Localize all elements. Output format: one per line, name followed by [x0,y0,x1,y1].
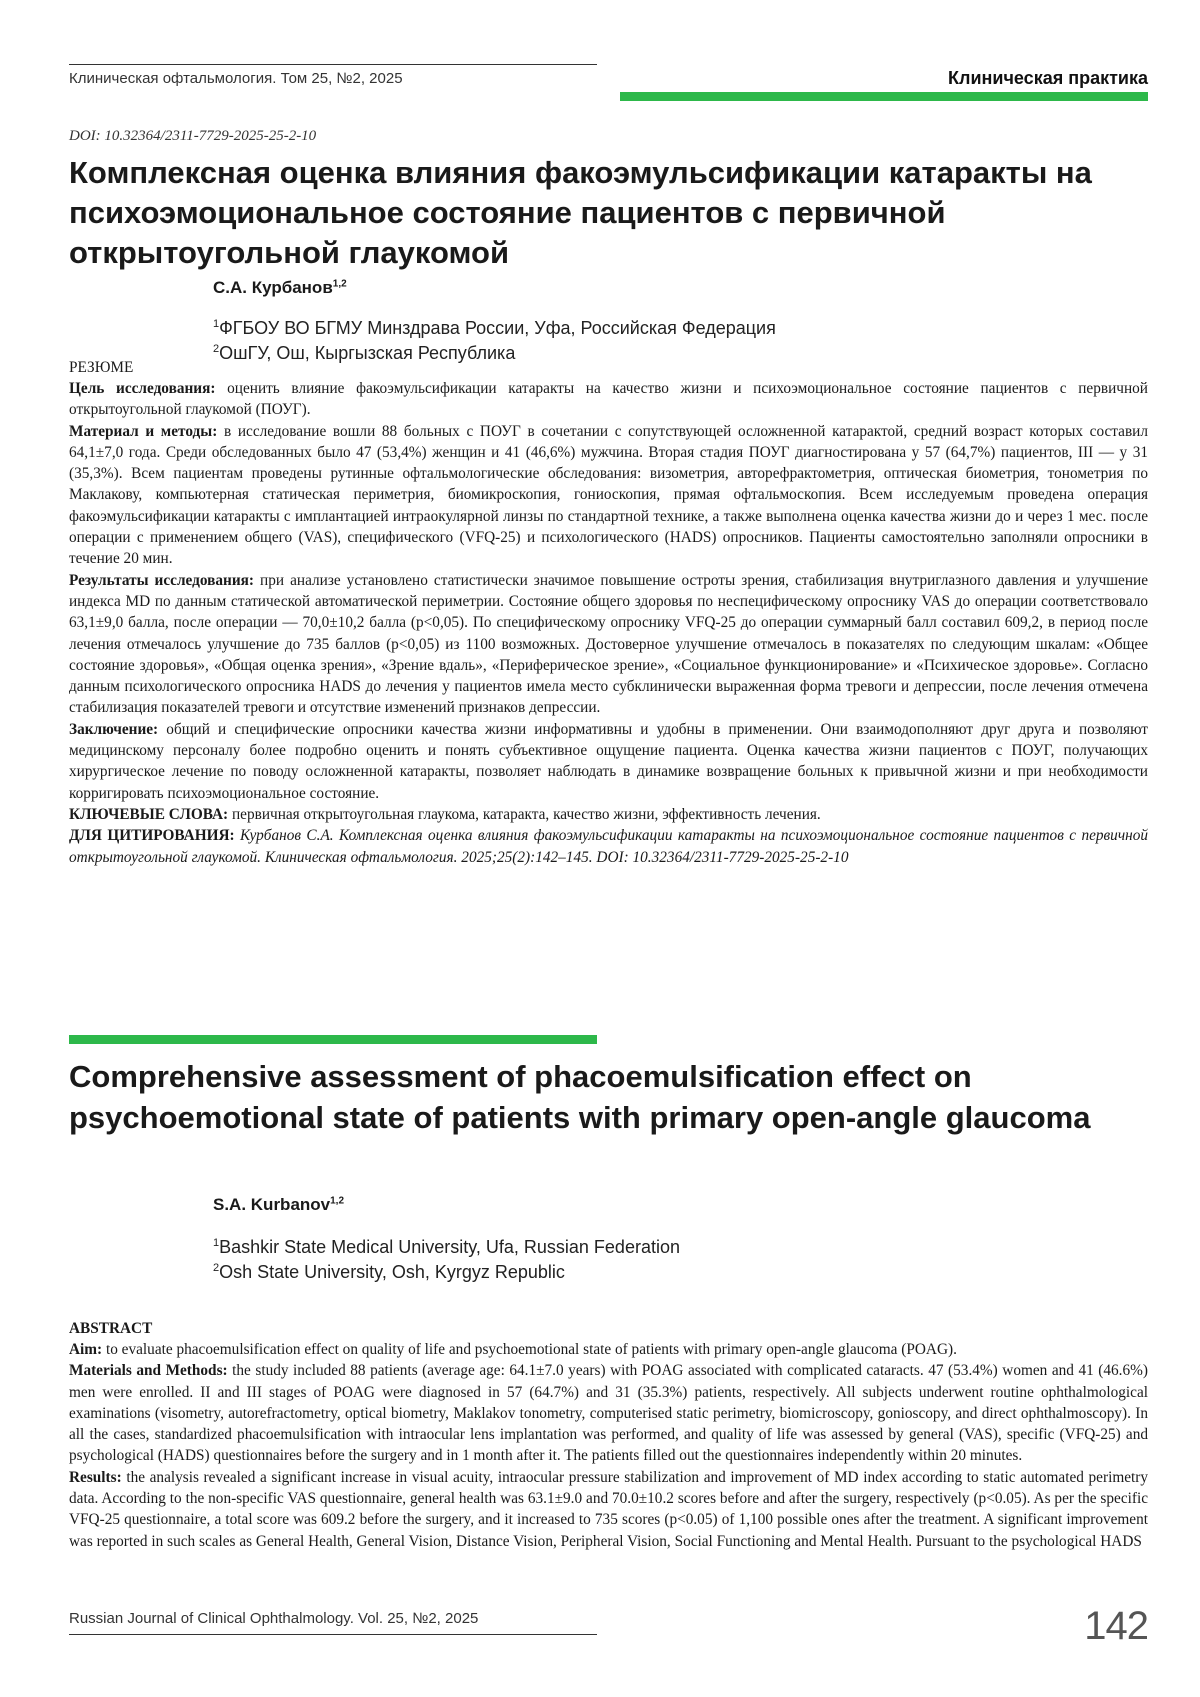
author-ru [213,278,347,298]
page-number: 142 [1084,1604,1148,1649]
affiliation-1: 1Bashkir State Medical University, Ufa, Russian Federation [213,1233,680,1258]
header-rule [69,64,597,65]
title-en: Comprehensive assessment of phacoemulsification effect on psychoemotional state of patients with primary open-angle glaucoma [69,1056,1149,1138]
keywords-ru: КЛЮЧЕВЫЕ СЛОВА: первичная открытоугольная глаукома, катаракта, качество жизни, эффективность лечения. [69,804,1148,825]
methods-en: Materials and Methods: the study included 88 patients (average age: 64.1±7.0 years) with POAG associated with complicated cataracts. 47 (53.4%) women and 41 (46.6%) men were enrolled. II and III stages of POAG were diagnosed in 57 (64.7%) and 31 (35.3%) patients, respectively. All subjects underwent routine ophthalmological examinations (visometry, autorefractometry, optical biometry, Maklakov tonometry, computerised static perimetry, biomicroscopy, gonioscopy, and direct ophthalmoscopy). In all the cases, standardized phacoemulsification with intraocular lens implantation was performed, and quality of life was assessed by general (VAS), specific (VFQ-25) and psychological (HADS) questionnaires before the surgery and in 1 month after it. The patients filled out the questionnaires independently within 20 minutes. [69,1360,1148,1466]
section-divider [69,1035,597,1044]
header-journal: Клиническая офтальмология. Том 25, №2, 2025 [69,70,403,87]
results-ru: Результаты исследования: при анализе установлено статистически значимое повышение остроты зрения, стабилизация внутриглазного давления и улучшение индекса MD по данным статической автоматической периметрии. Состояние общего здоровья по неспецифическому опроснику VAS до операции соответствовало 63,1±9,0 балла, после операции — 70,0±10,2 балла (p<0,05). По специфическому опроснику VFQ-25 до операции суммарный балл составил 609,2, в период после лечения отмечалось улучшение до 735 баллов (p<0,05) из 1100 возможных. Достоверное улучшение отмечалось в показателях по следующим шкалам: «Общее состояние здоровья», «Общая оценка зрения», «Зрение вдаль», «Периферическое зрение», «Социальное функционирование» и «Психическое здоровье». Согласно данным психологического опросника HADS до лечения у пациентов имела место субклинически выраженная форма тревоги и депрессии, после лечения отмечена стабилизация показателей тревоги и отсутствие изменений признаков депрессии. [69,570,1148,719]
abstract-heading-en: ABSTRACT [69,1318,1148,1339]
author-en [213,1195,344,1215]
affiliations-en [213,1233,680,1283]
author-sup: 1,2 [330,1195,344,1206]
author-name: С.А. Курбанов [213,278,333,297]
title-ru: Комплексная оценка влияния факоэмульсификации катаракты на психоэмоциональное состояние пациентов с первичной открытоугольной глаукомой [69,153,1149,273]
header-accent-rule [620,92,1148,101]
affiliation-2: 2ОшГУ, Ош, Кыргызская Республика [213,339,776,364]
doi[interactable]: DOI: 10.32364/2311-7729-2025-25-2-10 [69,128,316,145]
aim-en: Aim: to evaluate phacoemulsification effect on quality of life and psychoemotional state of patients with primary open-angle glaucoma (POAG). [69,1339,1148,1360]
aim-ru: Цель исследования: оценить влияние факоэмульсификации катаракты на качество жизни и психоэмоциональное состояние пациентов с первичной открытоугольной глаукомой (ПОУГ). [69,378,1148,421]
header-section: Клиническая практика [948,68,1148,89]
author-name: S.A. Kurbanov [213,1195,330,1214]
abstract-en [69,1318,1148,1552]
methods-ru: Материал и методы: в исследование вошли 88 больных с ПОУГ в сочетании с сопутствующей осложненной катарактой, средний возраст которых составил 64,1±7,0 года. Среди обследованных было 47 (53,4%) женщин и 41 (46,6%) мужчина. Вторая стадия ПОУГ диагностирована у 57 (64,7%) пациентов, III — у 31 (35,3%). Всем пациентам проведены рутинные офтальмологические обследования: визометрия, авторефрактометрия, оптическая биометрия, тонометрия по Маклакову, компьютерная статическая периметрия, биомикроскопия, гониоскопия, прямая офтальмоскопия. Всем исследуемым проведена операция факоэмульсификации катаракты с имплантацией интраокулярной линзы по стандартной технике, а также выполнена оценка качества жизни до и через 1 мес. после операции с применением общего (VAS), специфического (VFQ-25) и психологического (HADS) опросников. Пациенты самостоятельно заполняли опросники в течение 20 мин. [69,421,1148,570]
affiliation-1: 1ФГБОУ ВО БГМУ Минздрава России, Уфа, Российская Федерация [213,314,776,339]
abstract-heading-ru: РЕЗЮМЕ [69,357,1148,378]
results-en: Results: the analysis revealed a significant increase in visual acuity, intraocular pressure stabilization and improvement of MD index according to static automated perimetry data. According to the non-specific VAS questionnaire, general health was 63.1±9.0 and 70.0±10.2 scores before and after the surgery, respectively (p<0.05). As per the specific VFQ-25 questionnaire, a total score was 609.2 before the surgery, and it increased to 735 scores (p<0.05) of 1,100 possible ones after the treatment. A significant improvement was reported in such scales as General Health, General Vision, Distance Vision, Peripheral Vision, Social Functioning and Mental Health. Pursuant to the psychological HADS [69,1467,1148,1552]
conclusion-ru: Заключение: общий и специфические опросники качества жизни информативны и удобны в применении. Они взаимодополняют друг друга и позволяют медицинскому персоналу более подробно оценить и понять субъективное ощущение пациента. Оценка качества жизни пациентов с ПОУГ, получающих хирургическое лечение по поводу осложненной катаракты, позволяет наблюдать в динамике возвращение больных к привычной жизни и при необходимости корригировать психоэмоциональное состояние. [69,719,1148,804]
footer-rule [69,1634,597,1635]
footer-journal: Russian Journal of Clinical Ophthalmology. Vol. 25, №2, 2025 [69,1610,478,1627]
author-sup: 1,2 [333,278,347,289]
affiliation-2: 2Osh State University, Osh, Kyrgyz Republic [213,1258,680,1283]
abstract-ru [69,357,1148,868]
citation-ru: ДЛЯ ЦИТИРОВАНИЯ: Курбанов С.А. Комплексная оценка влияния факоэмульсификации катаракты на психоэмоциональное состояние пациентов с первичной открытоугольной глаукомой. Клиническая офтальмология. 2025;25(2):142–145. DOI: 10.32364/2311-7729-2025-25-2-10 [69,825,1148,868]
